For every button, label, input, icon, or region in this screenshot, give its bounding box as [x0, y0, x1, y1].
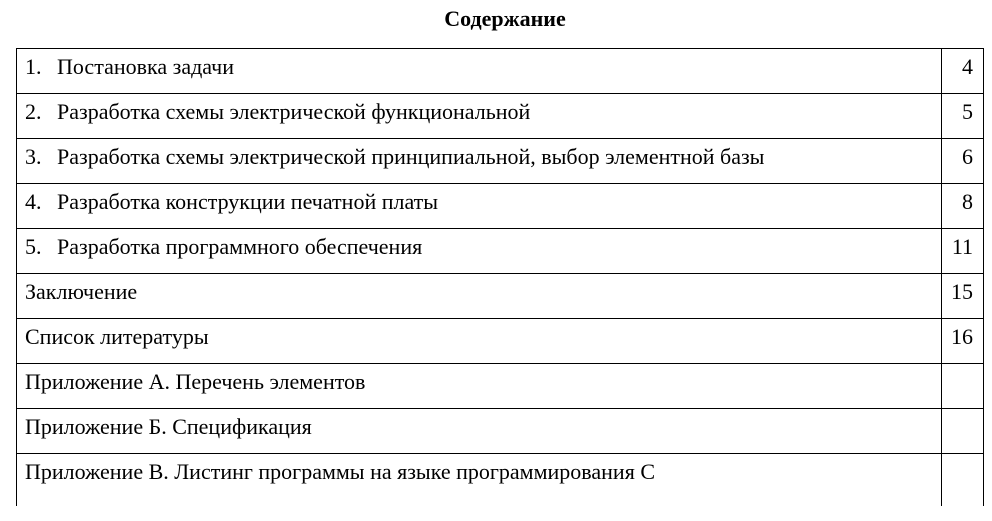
toc-entry-text: Приложение А. Перечень элементов — [25, 369, 366, 394]
toc-entry-text: Разработка схемы электрической принципиальной, выбор элементной базы — [57, 144, 765, 169]
toc-entry-page: 6 — [942, 139, 984, 184]
toc-entry-text: Заключение — [25, 279, 138, 304]
toc-entry-text: Разработка схемы электрической функциональной — [57, 99, 531, 124]
toc-entry-title — [17, 49, 942, 94]
toc-entry-title — [17, 319, 942, 364]
table-row — [17, 229, 984, 274]
toc-entry-text: Постановка задачи — [57, 54, 234, 79]
toc-entry-page: 15 — [942, 274, 984, 319]
page-title: Содержание — [444, 6, 566, 31]
toc-entry-page — [942, 409, 984, 454]
toc-entry-page — [942, 364, 984, 409]
toc-entry-text: Разработка программного обеспечения — [57, 234, 423, 259]
table-row — [17, 139, 984, 184]
toc-entry-number: 5. — [25, 234, 42, 259]
table-of-contents — [16, 48, 984, 506]
toc-entry-text: Разработка конструкции печатной платы — [57, 189, 439, 214]
toc-entry-title — [17, 409, 942, 454]
toc-entry-text: Приложение Б. Спецификация — [25, 414, 312, 439]
toc-entry-title — [17, 454, 942, 506]
toc-entry-title — [17, 94, 942, 139]
toc-entry-number: 4. — [25, 189, 42, 214]
table-row — [17, 319, 984, 364]
toc-entry-number: 1. — [25, 54, 42, 79]
toc-entry-number: 3. — [25, 144, 42, 169]
toc-entry-number: 2. — [25, 99, 42, 124]
toc-entry-page: 5 — [942, 94, 984, 139]
toc-entry-page: 8 — [942, 184, 984, 229]
table-row — [17, 94, 984, 139]
toc-entry-title — [17, 364, 942, 409]
toc-entry-page: 16 — [942, 319, 984, 364]
toc-entry-text: Приложение В. Листинг программы на языке программирования С — [25, 459, 655, 484]
toc-entry-title — [17, 184, 942, 229]
table-row — [17, 454, 984, 506]
toc-entry-page: 11 — [942, 229, 984, 274]
table-row — [17, 184, 984, 229]
table-row — [17, 409, 984, 454]
toc-entry-title — [17, 139, 942, 184]
toc-entry-text: Список литературы — [25, 324, 209, 349]
toc-entry-page: 4 — [942, 49, 984, 94]
table-row — [17, 274, 984, 319]
toc-entry-page — [942, 454, 984, 506]
toc-entry-title — [17, 229, 942, 274]
toc-entry-title — [17, 274, 942, 319]
table-row — [17, 364, 984, 409]
table-row — [17, 49, 984, 94]
